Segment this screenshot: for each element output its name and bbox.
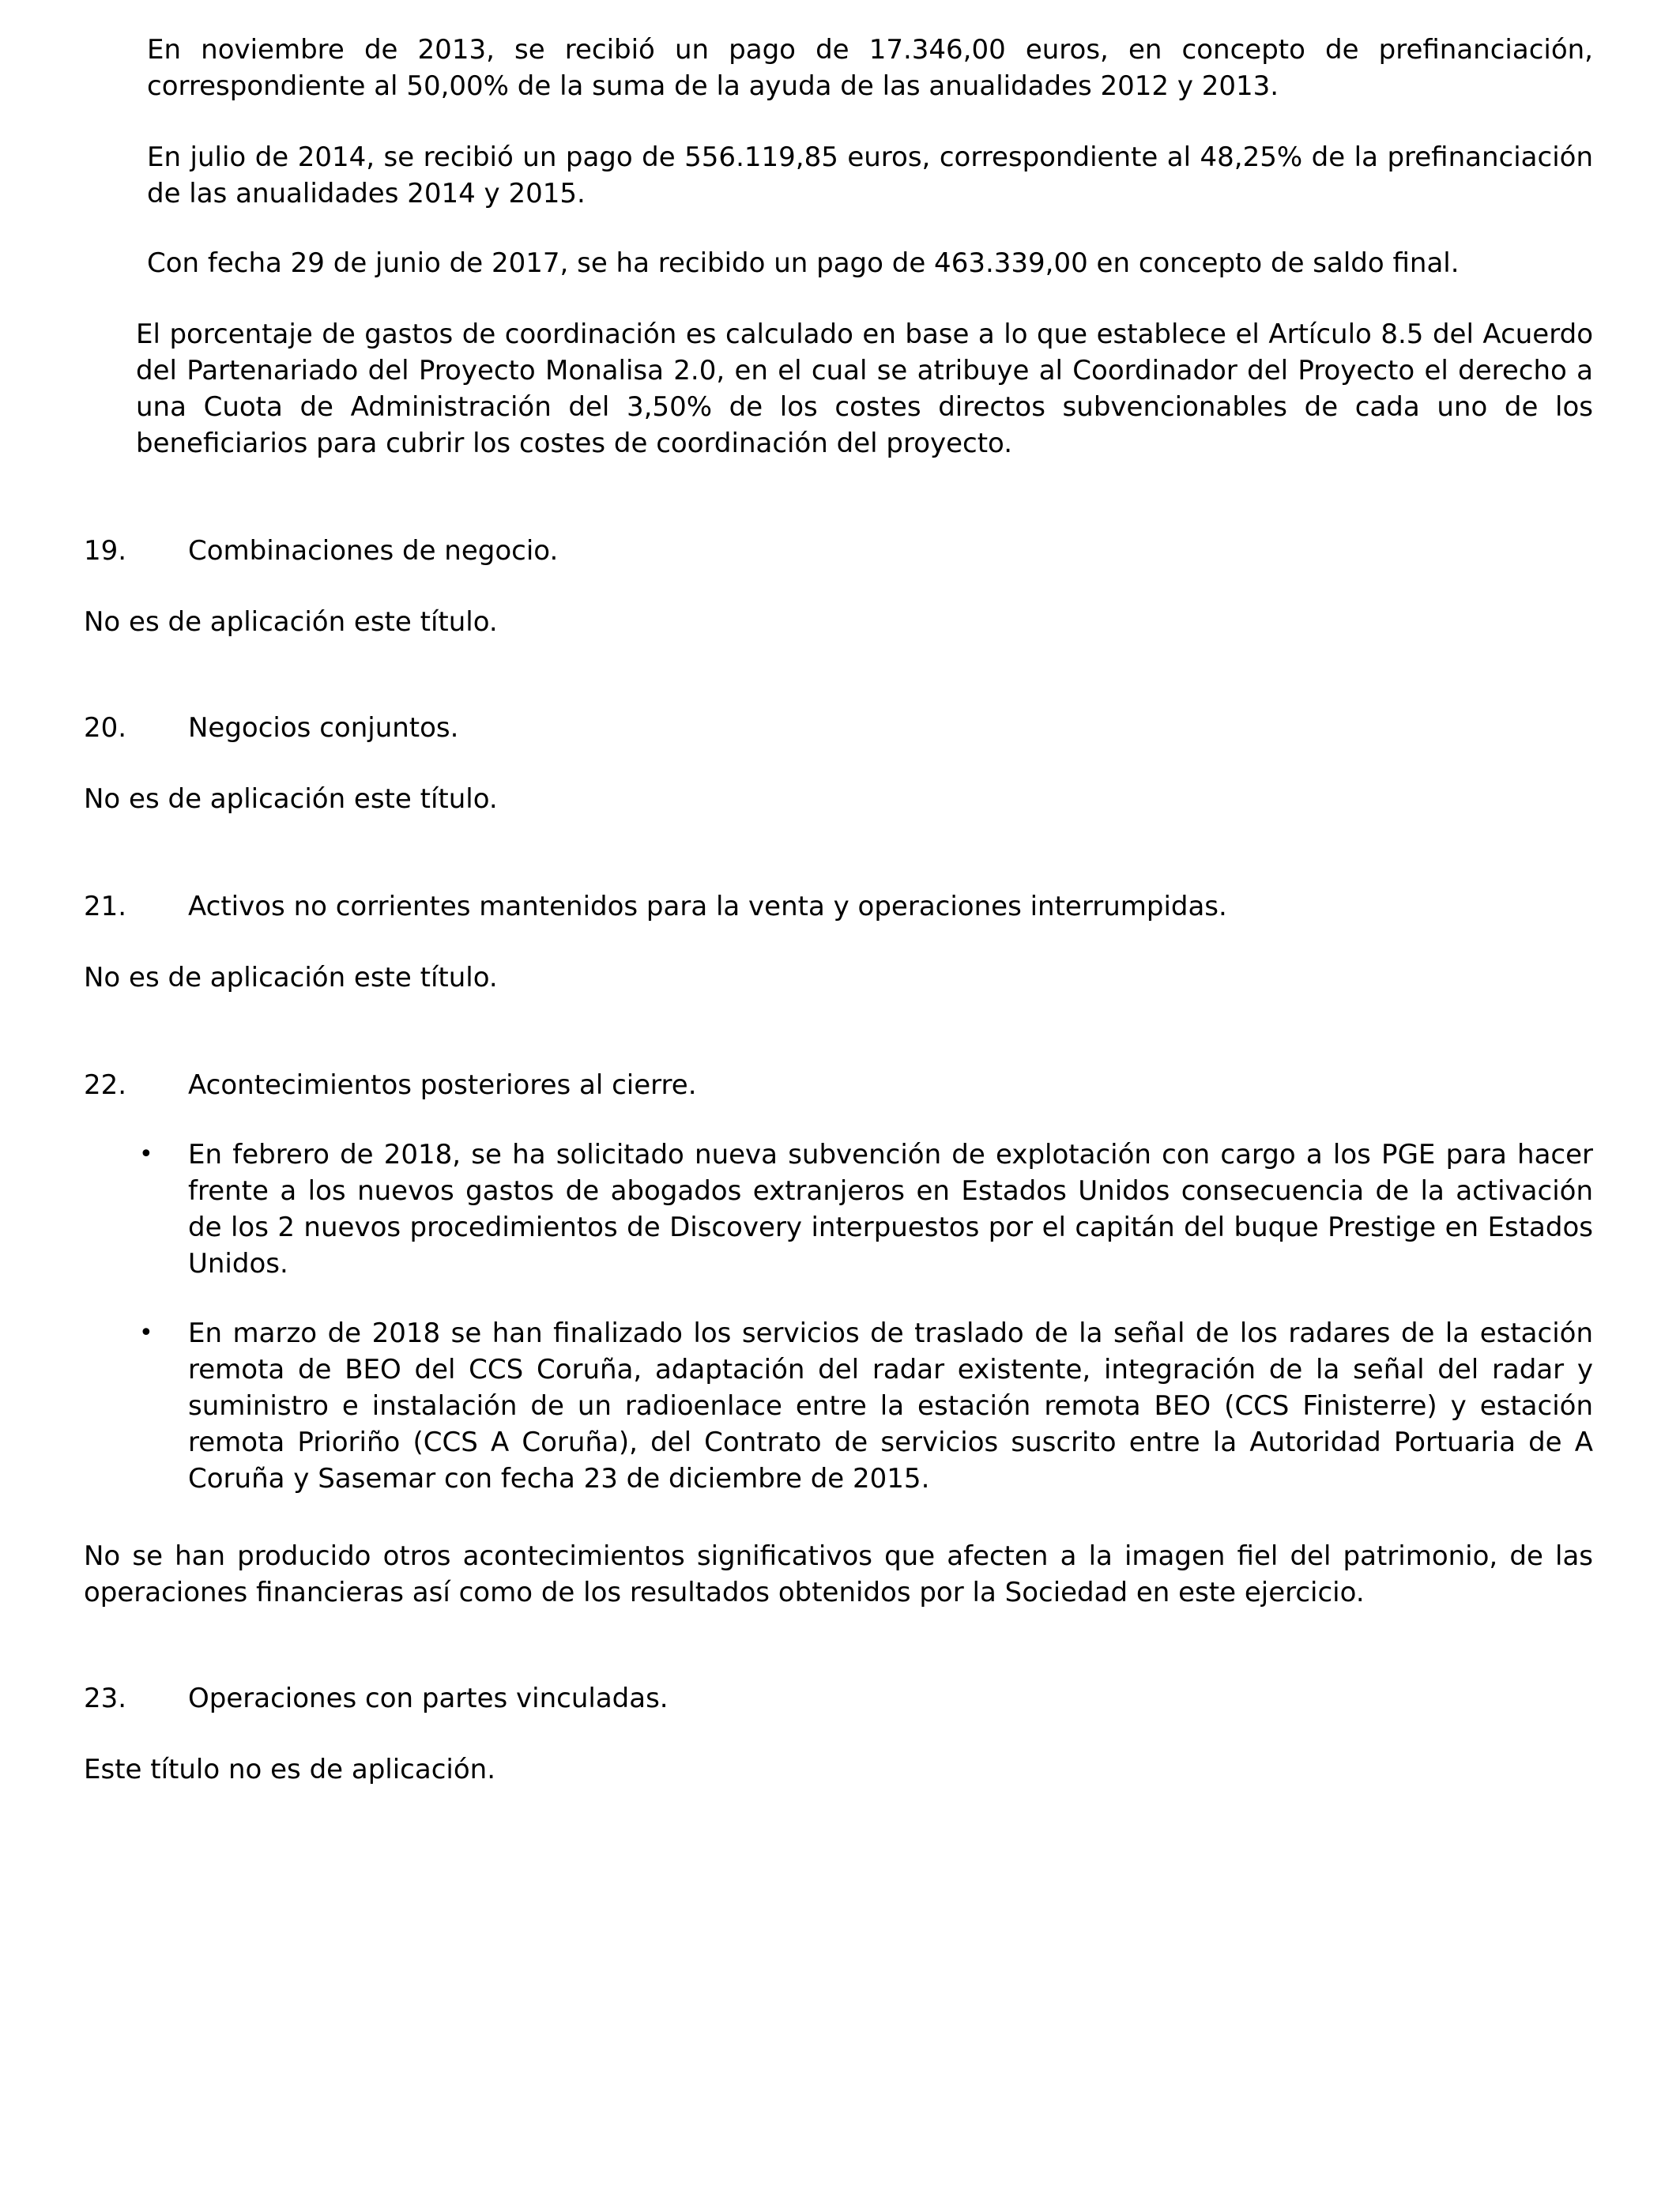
intro-paragraph-prefinancing-2013: En noviembre de 2013, se recibió un pago de 17.346,00 euros, en concepto de prefinanciación, correspondiente al 50,00% de la suma de la ayuda de las anualidades 2012 y 2013.: [147, 34, 1593, 102]
intro-paragraph-coordination-costs: El porcentaje de gastos de coordinación es calculado en base a lo que establece el Artículo 8.5 del Acuerdo del Partenariado del Proyecto Monalisa 2.0, en el cual se atribuye al Coordinador del Proyecto el derecho a una Cuota de Administración del 3,50% de los costes directos subvencionables de cada uno de los beneficiarios para cubrir los costes de coordinación del proyecto.: [136, 319, 1593, 459]
section-20-body: No es de aplicación este título.: [84, 783, 498, 815]
section-title: Operaciones con partes vinculadas.: [188, 1683, 669, 1714]
section-number: 21.: [84, 891, 127, 922]
bullet-icon: •: [139, 1140, 153, 1168]
section-19-heading: [84, 533, 1593, 569]
section-23-heading: [84, 1680, 1593, 1717]
section-number: 22.: [84, 1069, 127, 1101]
section-22-closing-paragraph: No se han producido otros acontecimientos significativos que afecten a la imagen fiel del patrimonio, de las operaciones financieras así como de los resultados obtenidos por la Sociedad en este ejercicio.: [84, 1540, 1593, 1608]
section-21-body: No es de aplicación este título.: [84, 962, 498, 993]
section-title: Acontecimientos posteriores al cierre.: [188, 1069, 697, 1101]
bullet-text: En marzo de 2018 se han finalizado los servicios de traslado de la señal de los radares de la estación remota de BEO del CCS Coruña, adaptación del radar existente, integración de la señal del radar y suministro e instalación de un radioenlace entre la estación remota BEO (CCS Finisterre) y estación remota Prioriño (CCS A Coruña), del Contrato de servicios suscrito entre la Autoridad Portuaria de A Coruña y Sasemar con fecha 23 de diciembre de 2015.: [188, 1318, 1593, 1495]
section-21-heading: [84, 888, 1593, 925]
section-20-heading: [84, 710, 1593, 746]
section-title: Negocios conjuntos.: [188, 712, 459, 744]
intro-paragraph-payment-2014: En julio de 2014, se recibió un pago de 556.119,85 euros, correspondiente al 48,25% de la prefinanciación de las anualidades 2014 y 2015.: [147, 141, 1593, 209]
section-number: 23.: [84, 1683, 127, 1714]
section-title: Activos no corrientes mantenidos para la venta y operaciones interrumpidas.: [188, 891, 1227, 922]
section-22-heading: [84, 1067, 1593, 1103]
bullet-icon: •: [139, 1319, 153, 1347]
bullet-text: En febrero de 2018, se ha solicitado nueva subvención de explotación con cargo a los PGE para hacer frente a los nuevos gastos de abogados extranjeros en Estados Unidos consecuencia de la activación de los 2 nuevos procedimientos de Discovery interpuestos por el capitán del buque Prestige en Estados Unidos.: [188, 1139, 1593, 1280]
section-number: 19.: [84, 535, 127, 567]
section-number: 20.: [84, 712, 127, 744]
intro-paragraph-final-balance: Con fecha 29 de junio de 2017, se ha recibido un pago de 463.339,00 en concepto de saldo final.: [147, 247, 1460, 279]
section-title: Combinaciones de negocio.: [188, 535, 559, 567]
section-23-body: Este título no es de aplicación.: [84, 1754, 496, 1785]
section-22-bullet-item: [139, 1315, 1593, 1505]
section-19-body: No es de aplicación este título.: [84, 606, 498, 638]
section-22-bullet-item: [139, 1137, 1593, 1287]
